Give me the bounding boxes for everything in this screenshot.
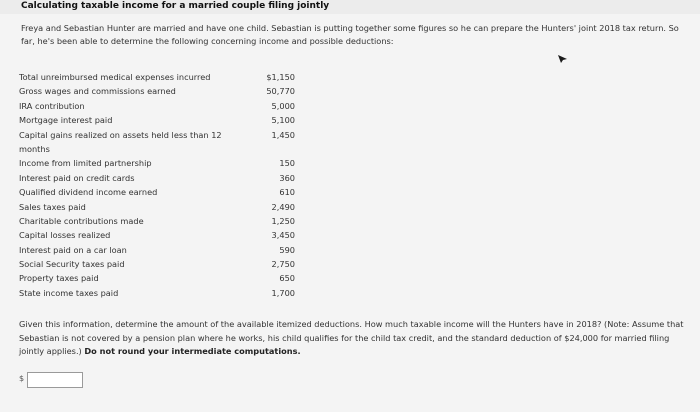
title-bar bbox=[0, 0, 700, 14]
table-row bbox=[19, 171, 301, 185]
table-row bbox=[19, 70, 301, 84]
row-value: 2,490 bbox=[271, 201, 295, 212]
answer-field bbox=[19, 372, 69, 388]
row-label: IRA contribution bbox=[19, 100, 85, 111]
row-label: Income from limited partnership bbox=[19, 158, 152, 169]
row-label: Interest paid on a car loan bbox=[19, 244, 127, 255]
row-value: $1,150 bbox=[266, 72, 295, 82]
table-row bbox=[19, 257, 301, 271]
taxable-income-input[interactable] bbox=[27, 372, 83, 388]
row-label: Charitable contributions made bbox=[19, 215, 144, 226]
table-row bbox=[19, 185, 301, 199]
row-label: Total unreimbursed medical expenses incurred bbox=[19, 72, 211, 82]
page-title: Calculating taxable income for a married couple filing jointly bbox=[21, 1, 330, 11]
table-row bbox=[19, 200, 301, 214]
question-body: Given this information, determine the amount of the available itemized deductions. How much taxable income will the Hunters have in 2018? (Note: Assume that Sebastian is not covered by a pension plan where he works, his child qualifies for the child tax credit, and the standard deduction of $24,000 for married filing jointly applies.) bbox=[19, 319, 684, 357]
row-value: 590 bbox=[279, 244, 295, 255]
table-row bbox=[19, 243, 301, 257]
row-value: 3,450 bbox=[271, 230, 295, 241]
row-label: Capital losses realized bbox=[19, 230, 111, 241]
row-label: Qualified dividend income earned bbox=[19, 187, 158, 198]
table-row bbox=[19, 286, 301, 300]
table-row bbox=[19, 214, 301, 228]
table-row bbox=[19, 228, 301, 242]
row-value: 5,100 bbox=[271, 115, 295, 126]
cursor-icon bbox=[557, 54, 569, 64]
row-value: 360 bbox=[279, 172, 295, 183]
table-row bbox=[19, 271, 301, 285]
question-note: Do not round your intermediate computations. bbox=[84, 346, 301, 357]
row-value: 610 bbox=[279, 187, 295, 198]
row-label: Sales taxes paid bbox=[19, 201, 86, 212]
table-row bbox=[19, 113, 301, 127]
figures-table bbox=[19, 70, 301, 300]
question-text bbox=[19, 318, 689, 359]
row-value: 650 bbox=[279, 273, 295, 284]
row-label: State income taxes paid bbox=[19, 287, 119, 298]
table-row bbox=[19, 99, 301, 113]
row-label: Capital gains realized on assets held less than 12 months bbox=[19, 129, 222, 154]
table-row bbox=[19, 156, 301, 170]
row-label: Gross wages and commissions earned bbox=[19, 86, 176, 97]
row-value: 50,770 bbox=[266, 86, 295, 97]
table-row bbox=[19, 84, 301, 98]
row-label: Mortgage interest paid bbox=[19, 115, 113, 126]
currency-symbol: $ bbox=[19, 374, 25, 383]
row-label: Social Security taxes paid bbox=[19, 259, 125, 270]
table-row bbox=[19, 128, 301, 157]
row-value: 1,250 bbox=[271, 215, 295, 226]
row-value: 1,450 bbox=[271, 129, 295, 140]
intro-text: Freya and Sebastian Hunter are married and have one child. Sebastian is putting together some figures so he can prepare the Hunters' joint 2018 tax return. So far, he's been able to determine the following concerning income and possible deductions: bbox=[21, 23, 679, 46]
row-value: 150 bbox=[279, 158, 295, 169]
row-value: 5,000 bbox=[271, 100, 295, 111]
row-label: Interest paid on credit cards bbox=[19, 172, 135, 183]
row-value: 2,750 bbox=[271, 259, 295, 270]
row-label: Property taxes paid bbox=[19, 273, 99, 284]
row-value: 1,700 bbox=[271, 287, 295, 298]
